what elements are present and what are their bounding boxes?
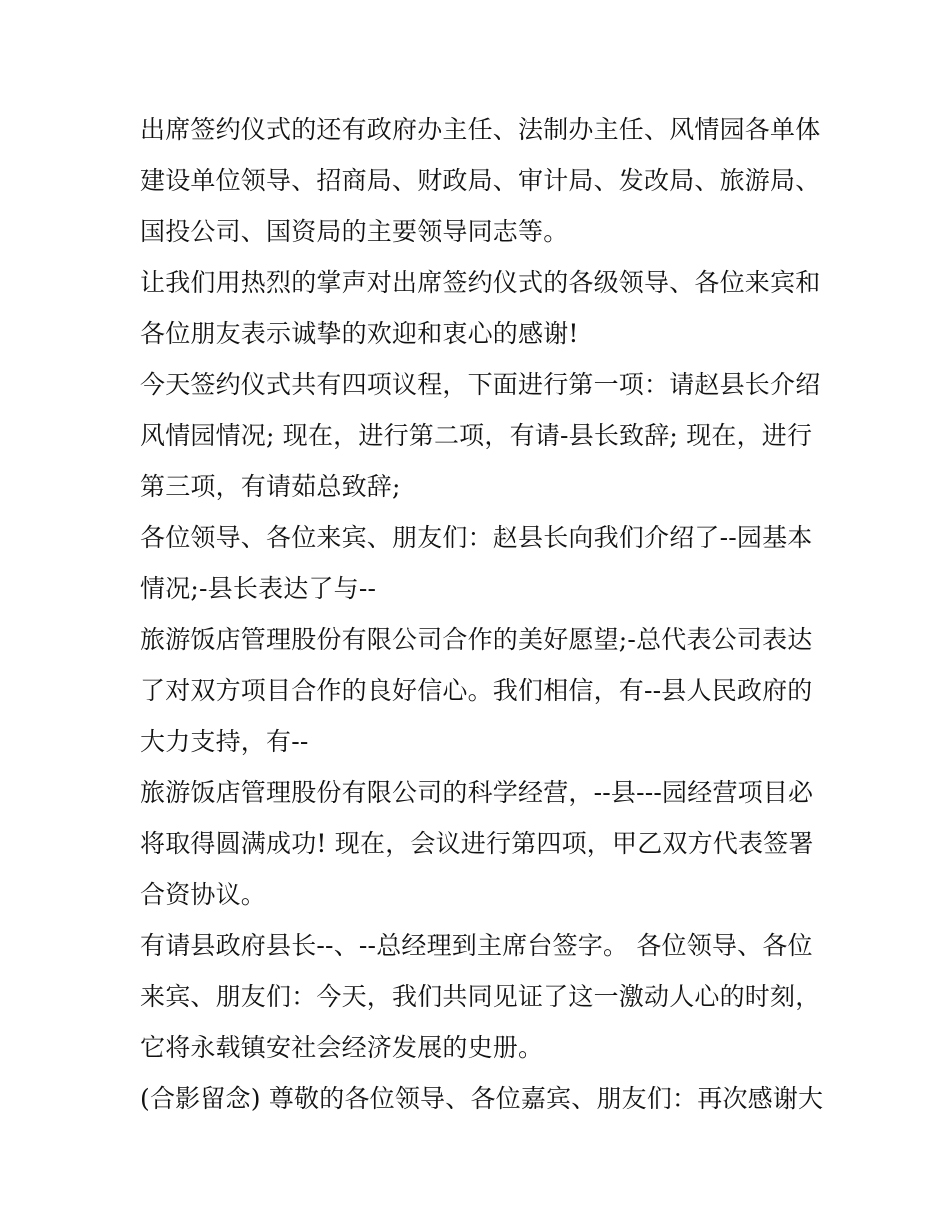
text-line: 来宾、朋友们：今天，我们共同见证了这一激动人心的时刻， <box>140 982 821 1011</box>
text-line: 国投公司、国资局的主要领导同志等。 <box>140 217 569 246</box>
document-body <box>140 104 824 1124</box>
text-line: 各位领导、各位来宾、朋友们：赵县长向我们介绍了--园基本 <box>140 523 813 552</box>
text-line: 旅游饭店管理股份有限公司的科学经营，--县---园经营项目必 <box>140 778 814 807</box>
text-line: 有请县政府县长--、--总经理到主席台签字。 各位领导、各位 <box>140 931 813 960</box>
text-line: 风情园情况; 现在，进行第二项，有请-县长致辞; 现在，进行 <box>140 421 813 450</box>
text-line: 建设单位领导、招商局、财政局、审计局、发改局、旅游局、 <box>140 166 821 195</box>
text-line: 了对双方项目合作的良好信心。我们相信，有--县人民政府的 <box>140 676 813 705</box>
text-line: (合影留念) 尊敬的各位领导、各位嘉宾、朋友们：再次感谢大 <box>140 1084 824 1113</box>
text-line: 各位朋友表示诚挚的欢迎和衷心的感谢! <box>140 319 579 348</box>
text-line: 旅游饭店管理股份有限公司合作的美好愿望;-总代表公司表达 <box>140 625 813 654</box>
text-line: 让我们用热烈的掌声对出席签约仪式的各级领导、各位来宾和 <box>140 268 821 297</box>
text-line: 今天签约仪式共有四项议程，下面进行第一项：请赵县长介绍 <box>140 370 821 399</box>
text-line: 出席签约仪式的还有政府办主任、法制办主任、风情园各单体 <box>140 115 821 144</box>
text-line: 第三项，有请茹总致辞; <box>140 472 401 501</box>
text-line: 情况;-县长表达了与-- <box>140 574 377 603</box>
text-line: 大力支持，有-- <box>140 727 309 756</box>
text-line: 合资协议。 <box>140 880 267 909</box>
text-line: 将取得圆满成功! 现在，会议进行第四项，甲乙双方代表签署 <box>140 829 814 858</box>
text-line: 它将永载镇安社会经济发展的史册。 <box>140 1033 544 1062</box>
